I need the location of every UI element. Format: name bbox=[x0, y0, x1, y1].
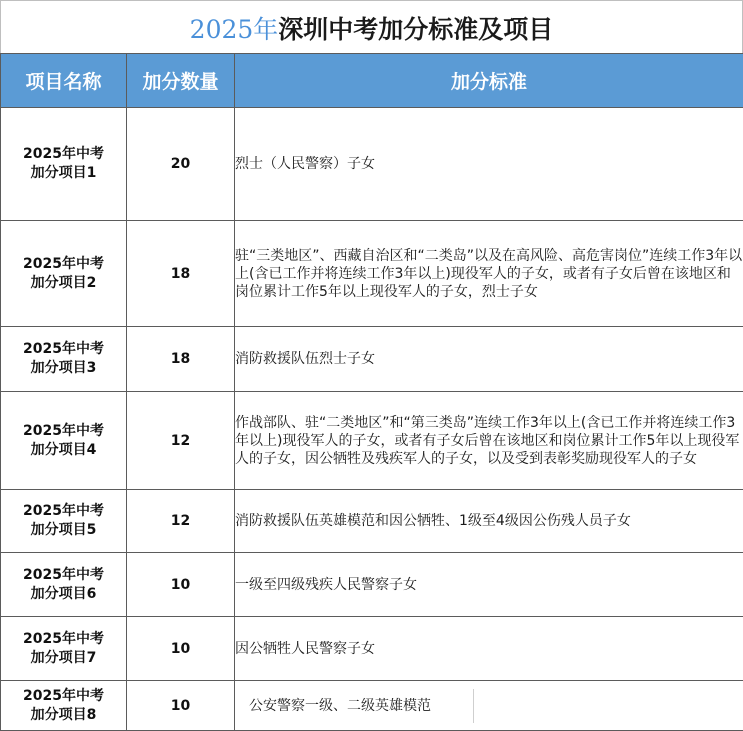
item-points: 10 bbox=[127, 617, 235, 681]
title-text: 深圳中考加分标准及项目 bbox=[278, 10, 553, 46]
table-title bbox=[0, 0, 743, 54]
item-standard: 因公牺牲人民警察子女 bbox=[235, 617, 743, 681]
item-name: 2025年中考 加分项目5 bbox=[1, 490, 127, 553]
item-name: 2025年中考 加分项目7 bbox=[1, 617, 127, 681]
item-points: 10 bbox=[127, 681, 235, 731]
item-points: 18 bbox=[127, 221, 235, 327]
item-points: 12 bbox=[127, 392, 235, 490]
item-points: 12 bbox=[127, 490, 235, 553]
item-standard: 消防救援队伍烈士子女 bbox=[235, 327, 743, 392]
header-row bbox=[1, 54, 743, 108]
item-name: 2025年中考 加分项目2 bbox=[1, 221, 127, 327]
item-standard: 烈士（人民警察）子女 bbox=[235, 108, 743, 221]
table-row bbox=[1, 490, 743, 553]
table-row bbox=[1, 108, 743, 221]
item-standard: 消防救援队伍英雄模范和因公牺牲、1级至4级因公伤残人员子女 bbox=[235, 490, 743, 553]
bonus-points-table bbox=[0, 53, 743, 731]
header-name: 项目名称 bbox=[1, 54, 127, 108]
item-name: 2025年中考 加分项目3 bbox=[1, 327, 127, 392]
item-standard: 驻“三类地区”、西藏自治区和“二类岛”以及在高风险、高危害岗位”连续工作3年以上(含已工作并将连续工作3年以上)现役军人的子女，或者有子女后曾在该地区和岗位累计工作5年以上现役军人的子女，烈士子女 bbox=[235, 221, 743, 327]
title-year: 2025年 bbox=[190, 10, 279, 46]
item-points: 10 bbox=[127, 553, 235, 617]
item-name: 2025年中考 加分项目1 bbox=[1, 108, 127, 221]
item-standard: 作战部队、驻“二类地区”和“第三类岛”连续工作3年以上(含已工作并将连续工作3年以上)现役军人的子女，或者有子女后曾在该地区和岗位累计工作5年以上现役军人的子女，因公牺牲及残疾军人的子女，以及受到表彰奖励现役军人的子女 bbox=[235, 392, 743, 490]
table-row bbox=[1, 681, 743, 731]
table-row bbox=[1, 221, 743, 327]
item-standard: 一级至四级残疾人民警察子女 bbox=[235, 553, 743, 617]
header-standard: 加分标准 bbox=[235, 54, 743, 108]
item-name: 2025年中考 加分项目8 bbox=[1, 681, 127, 731]
table-row bbox=[1, 392, 743, 490]
table-row bbox=[1, 553, 743, 617]
item-points: 18 bbox=[127, 327, 235, 392]
item-standard: 公安警察一级、二级英雄模范 bbox=[235, 681, 743, 731]
item-points: 20 bbox=[127, 108, 235, 221]
item-name: 2025年中考 加分项目6 bbox=[1, 553, 127, 617]
item-name: 2025年中考 加分项目4 bbox=[1, 392, 127, 490]
table-row bbox=[1, 327, 743, 392]
table-row bbox=[1, 617, 743, 681]
header-points: 加分数量 bbox=[127, 54, 235, 108]
